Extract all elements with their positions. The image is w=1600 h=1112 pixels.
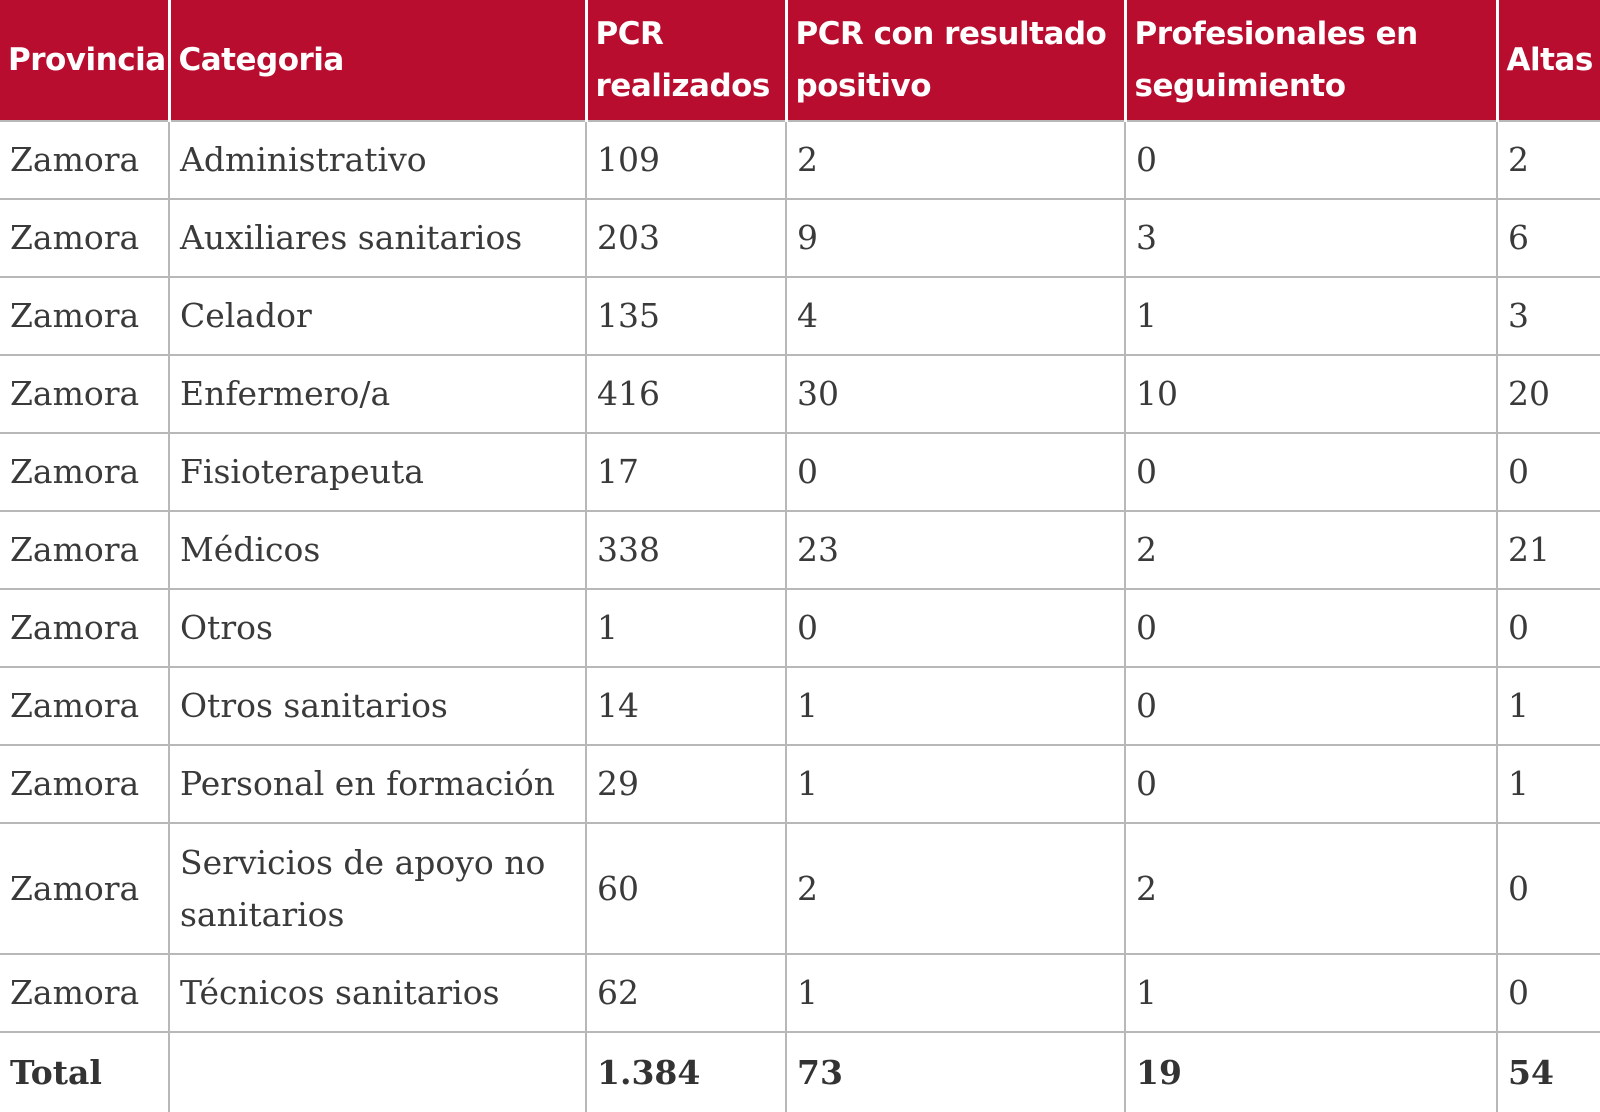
cell-pcr-realizados: 1: [586, 589, 786, 667]
cell-profesionales-seguimiento: 0: [1125, 745, 1497, 823]
cell-profesionales-seguimiento: 3: [1125, 199, 1497, 277]
cell-profesionales-seguimiento: 1: [1125, 277, 1497, 355]
table-row: [0, 589, 1600, 667]
table-row: [0, 355, 1600, 433]
cell-pcr-realizados: 29: [586, 745, 786, 823]
cell-altas: 20: [1497, 355, 1600, 433]
cell-pcr-positivo: 9: [786, 199, 1125, 277]
cell-categoria: Celador: [169, 277, 586, 355]
cell-pcr-positivo: 2: [786, 121, 1125, 199]
header-pcr-positivo: PCR con resultado positivo: [786, 0, 1125, 121]
cell-provincia: Zamora: [0, 667, 169, 745]
cell-profesionales-seguimiento: 2: [1125, 511, 1497, 589]
cell-pcr-positivo: 0: [786, 589, 1125, 667]
cell-pcr-positivo: 23: [786, 511, 1125, 589]
cell-pcr-realizados: 60: [586, 823, 786, 954]
table-row: [0, 199, 1600, 277]
table-row: [0, 121, 1600, 199]
cell-altas: 6: [1497, 199, 1600, 277]
header-provincia: Provincia: [0, 0, 169, 121]
cell-pcr-realizados: 338: [586, 511, 786, 589]
cell-provincia: Zamora: [0, 745, 169, 823]
table-row: [0, 745, 1600, 823]
cell-profesionales-seguimiento: 1: [1125, 954, 1497, 1032]
cell-provincia: Zamora: [0, 823, 169, 954]
total-pcr-positivo: 73: [786, 1032, 1125, 1112]
cell-pcr-positivo: 1: [786, 745, 1125, 823]
cell-profesionales-seguimiento: 0: [1125, 589, 1497, 667]
cell-altas: 0: [1497, 823, 1600, 954]
header-pcr-realizados: PCR realizados: [586, 0, 786, 121]
cell-provincia: Zamora: [0, 355, 169, 433]
cell-pcr-positivo: 2: [786, 823, 1125, 954]
cell-categoria: Técnicos sanitarios: [169, 954, 586, 1032]
cell-altas: 0: [1497, 589, 1600, 667]
cell-provincia: Zamora: [0, 589, 169, 667]
table-row: [0, 954, 1600, 1032]
cell-profesionales-seguimiento: 10: [1125, 355, 1497, 433]
cell-categoria: Personal en formación: [169, 745, 586, 823]
table-row: [0, 433, 1600, 511]
cell-pcr-positivo: 1: [786, 667, 1125, 745]
header-categoria: Categoria: [169, 0, 586, 121]
cell-altas: 3: [1497, 277, 1600, 355]
total-row: [0, 1032, 1600, 1112]
table-row: [0, 667, 1600, 745]
table-header: [0, 0, 1600, 121]
cell-pcr-realizados: 62: [586, 954, 786, 1032]
cell-pcr-realizados: 416: [586, 355, 786, 433]
cell-pcr-positivo: 4: [786, 277, 1125, 355]
cell-pcr-realizados: 203: [586, 199, 786, 277]
table-row: [0, 511, 1600, 589]
cell-provincia: Zamora: [0, 199, 169, 277]
total-label: Total: [0, 1032, 169, 1112]
table-row: [0, 277, 1600, 355]
table-body: [0, 121, 1600, 1112]
cell-provincia: Zamora: [0, 121, 169, 199]
table-row: [0, 823, 1600, 954]
header-row: [0, 0, 1600, 121]
cell-categoria: Enfermero/a: [169, 355, 586, 433]
cell-pcr-realizados: 14: [586, 667, 786, 745]
cell-altas: 2: [1497, 121, 1600, 199]
cell-pcr-realizados: 135: [586, 277, 786, 355]
cell-pcr-positivo: 0: [786, 433, 1125, 511]
cell-categoria: Otros sanitarios: [169, 667, 586, 745]
cell-pcr-realizados: 109: [586, 121, 786, 199]
header-altas: Altas: [1497, 0, 1600, 121]
cell-profesionales-seguimiento: 0: [1125, 667, 1497, 745]
cell-altas: 0: [1497, 433, 1600, 511]
cell-categoria: Otros: [169, 589, 586, 667]
cell-pcr-positivo: 30: [786, 355, 1125, 433]
cell-profesionales-seguimiento: 0: [1125, 433, 1497, 511]
cell-altas: 21: [1497, 511, 1600, 589]
cell-categoria: Médicos: [169, 511, 586, 589]
cell-categoria: Servicios de apoyo no sanitarios: [169, 823, 586, 954]
cell-pcr-positivo: 1: [786, 954, 1125, 1032]
header-profesionales-seguimiento: Profesionales en seguimiento: [1125, 0, 1497, 121]
total-pcr-realizados: 1.384: [586, 1032, 786, 1112]
cell-provincia: Zamora: [0, 433, 169, 511]
cell-profesionales-seguimiento: 2: [1125, 823, 1497, 954]
cell-provincia: Zamora: [0, 277, 169, 355]
cell-categoria: Auxiliares sanitarios: [169, 199, 586, 277]
cell-categoria: Fisioterapeuta: [169, 433, 586, 511]
cell-provincia: Zamora: [0, 954, 169, 1032]
cell-pcr-realizados: 17: [586, 433, 786, 511]
total-profesionales-seguimiento: 19: [1125, 1032, 1497, 1112]
total-categoria: [169, 1032, 586, 1112]
cell-profesionales-seguimiento: 0: [1125, 121, 1497, 199]
cell-altas: 0: [1497, 954, 1600, 1032]
cell-altas: 1: [1497, 667, 1600, 745]
cell-altas: 1: [1497, 745, 1600, 823]
total-altas: 54: [1497, 1032, 1600, 1112]
cell-categoria: Administrativo: [169, 121, 586, 199]
cell-provincia: Zamora: [0, 511, 169, 589]
